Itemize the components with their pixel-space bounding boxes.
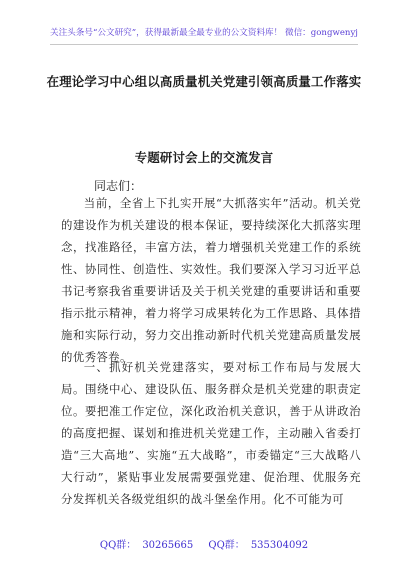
footer-qq-number-1: 30265665 bbox=[142, 540, 194, 551]
footer-qq-label-1: QQ群： bbox=[99, 540, 137, 551]
footer-qq-number-2: 535304092 bbox=[250, 540, 309, 551]
document-title: 在理论学习中心组以高质量机关党建引领高质量工作落实 bbox=[46, 74, 362, 89]
paragraph-section-one: 一、抓好机关党建落实，要对标工作布局与发展大局。围绕中心、建设队伍、服务群众是机关党建的职责定位。要把准工作定位，深化政治机关意识，善于从讲政治的高度把握、谋划和推进机关党建工作，主动融入省委打造“三大高地”、实施“五大战略”，市委锚定“三大战略八大行动”，紧贴事业发展需要强党建、促治理、优服务充分发挥机关各级党组织的战斗堡垒作用。化不可能为可 bbox=[61, 360, 361, 506]
footer-qq-group-2 bbox=[205, 540, 311, 551]
header-divider bbox=[50, 44, 358, 45]
greeting: 同志们： bbox=[94, 179, 143, 193]
footer-qq-label-2: QQ群： bbox=[208, 540, 245, 551]
header-banner: 关注头条号“公文研究”，获得最新最全最专业的公文资料库！ 微信：gongwenyj bbox=[50, 28, 358, 38]
document-subtitle: 专题研讨会上的交流发言 bbox=[134, 150, 274, 165]
paragraph-intro: 当前，全省上下扎实开展“大抓落实年”活动。机关党的建设作为机关建设的根本保证，要持续深化大抓落实理念，找准路径，丰富方法，着力增强机关党建工作的系统性、协同性、创造性、实效性。我们要深入学习习近平总书记考察我省重要讲话及关于机关党建的重要讲话和重要指示批示精神，着力将学习成果转化为工作思路、具体措施和实际行动，努力交出推动新时代机关党建高质量发展的优秀答卷。 bbox=[61, 196, 361, 364]
footer-contact bbox=[0, 536, 408, 551]
footer-qq-group-1 bbox=[97, 540, 196, 551]
